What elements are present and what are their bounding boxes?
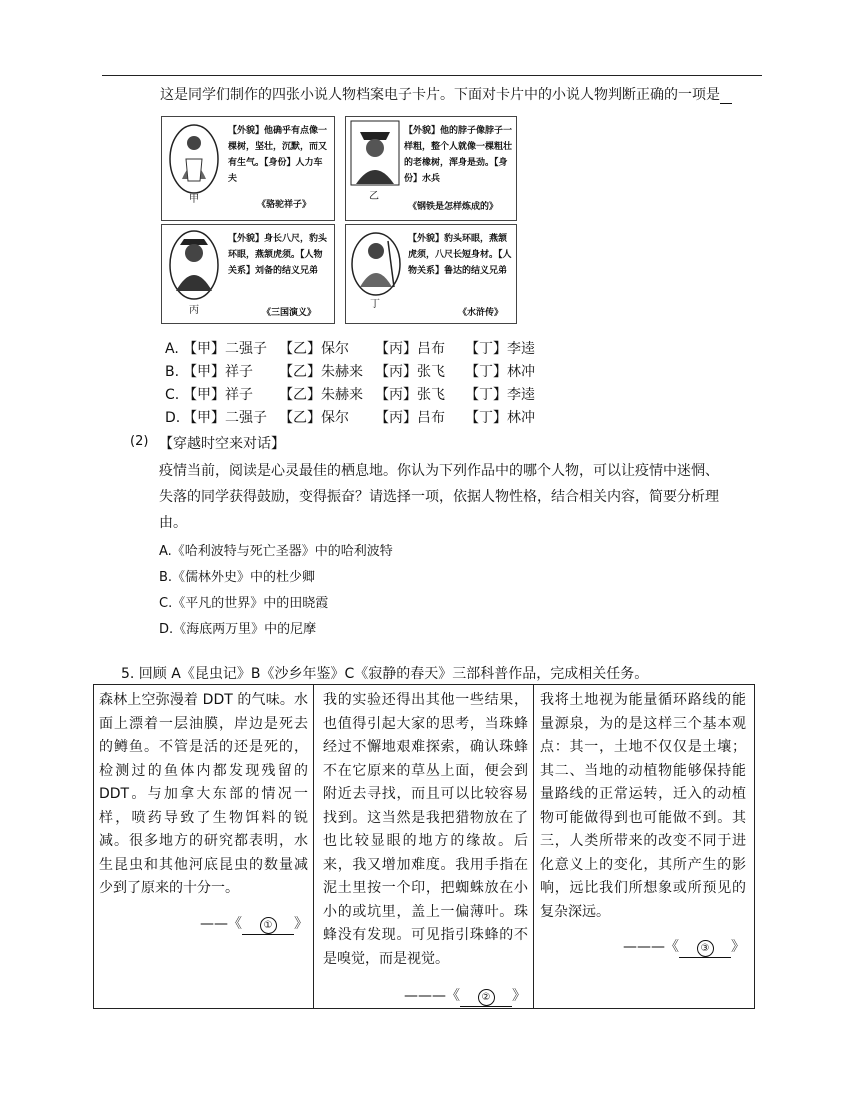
card-book: 《骆驼祥子》 xyxy=(257,200,312,210)
card-label: 丙 xyxy=(189,305,199,316)
option-yi: 【乙】保尔 xyxy=(279,410,349,426)
excerpt-text: 森林上空弥漫着 DDT 的气味。水面上漂着一层油膜，岸边是死去的鳟鱼。不管是活的还是死的，检测过的鱼体内都发现残留的 DDT。与加拿大东部的情况一样，喷药导致了生物饵料的锐减。很多地方的研究都表明，水生昆虫和其他河底昆虫的数量减少到了原来的十分一。 xyxy=(99,692,308,896)
card-jia xyxy=(161,116,335,221)
answer-blank xyxy=(720,89,732,104)
card-text: 【外貌】他确乎有点像一棵树，坚壮，沉默，而又有生气。【身份】人力车夫 xyxy=(228,126,328,184)
question-body-line: 失落的同学获得鼓励，变得振奋？请选择一项，依据人物性格，结合相关内容，简要分析理 xyxy=(159,489,719,505)
option-bing: 【丙】张飞 xyxy=(375,364,445,380)
blank-number: ② xyxy=(478,989,495,1006)
source-end: 》 xyxy=(731,939,745,955)
choice-c: C.《平凡的世界》中的田晓霞 xyxy=(159,596,329,611)
portrait-ding xyxy=(350,231,402,297)
option-ding: 【丁】林冲 xyxy=(465,410,535,426)
portrait-jia xyxy=(168,123,220,195)
excerpt-table xyxy=(93,684,755,1009)
portrait-bing xyxy=(168,229,220,301)
question-body-line: 疫情当前，阅读是心灵最佳的栖息地。你认为下列作品中的哪个人物，可以让疫情中迷惘、 xyxy=(159,463,719,479)
option-yi: 【乙】朱赫来 xyxy=(279,364,363,380)
card-label: 乙 xyxy=(369,191,379,202)
card-text: 【外貌】豹头环眼，燕颔虎须，八尺长短身材。【人物关系】鲁达的结义兄弟 xyxy=(408,234,512,276)
portrait-yi xyxy=(350,120,400,186)
option-yi: 【乙】朱赫来 xyxy=(279,387,363,403)
option-letter: C. xyxy=(165,387,180,403)
source-end: 》 xyxy=(294,916,308,932)
question-5-heading: 5. 回顾 A《昆虫记》B《沙乡年鉴》C《寂静的春天》三部科普作品，完成相关任务。 xyxy=(121,666,649,682)
answer-blank-2[interactable] xyxy=(460,988,512,1007)
option-bing: 【丙】吕布 xyxy=(375,410,445,426)
excerpt-column-2 xyxy=(314,685,534,1008)
option-yi: 【乙】保尔 xyxy=(279,341,349,357)
blank-number: ① xyxy=(260,917,277,934)
option-jia: 【甲】二强子 xyxy=(183,341,267,357)
option-ding: 【丁】李逵 xyxy=(465,387,535,403)
excerpt-column-3 xyxy=(534,685,754,1008)
card-ding xyxy=(345,224,517,324)
option-jia: 【甲】祥子 xyxy=(183,364,253,380)
source-dash: ——《 xyxy=(200,916,242,932)
card-text: 【外貌】他的脖子像脖子一样粗，整个人就像一棵粗壮的老橡树，浑身是劲。【身份】水兵 xyxy=(404,126,513,184)
option-a xyxy=(165,338,535,358)
source-1 xyxy=(200,913,308,935)
source-3 xyxy=(623,936,745,958)
question-intro xyxy=(160,84,732,104)
choice-b: B.《儒林外史》中的杜少卿 xyxy=(159,570,316,585)
excerpt-column-1 xyxy=(94,685,314,1008)
option-letter: A. xyxy=(165,341,179,357)
card-label: 甲 xyxy=(189,194,199,205)
source-dash: ———《 xyxy=(623,939,679,955)
top-rule xyxy=(102,75,762,76)
question-title: 【穿越时空来对话】 xyxy=(159,436,285,452)
intro-text: 这是同学们制作的四张小说人物档案电子卡片。下面对卡片中的小说人物判断正确的一项是 xyxy=(160,87,720,103)
card-book: 《三国演义》 xyxy=(262,308,317,318)
option-letter: D. xyxy=(165,410,181,426)
excerpt-text: 我的实验还得出其他一些结果，也值得引起大家的思考，当珠蜂经过不懈地艰难探索，确认珠蜂不在它原来的草丛上面，便会到附近去寻找，而且可以比较容易找到。这当然是我把猎物放在了也比较显眼的地方的缘故。后来，我又增加难度。我用手指在泥土里按一个印，把蜘蛛放在小小的或坑里，盖上一偏薄叶。珠蜂没有发现。可见指引珠蜂的不是嗅觉，而是视觉。 xyxy=(323,692,528,967)
card-book: 《钢铁是怎样炼成的》 xyxy=(408,202,499,212)
option-d xyxy=(165,407,535,427)
option-c xyxy=(165,384,535,404)
choice-a: A.《哈利波特与死亡圣器》中的哈利波特 xyxy=(159,544,393,559)
option-jia: 【甲】二强子 xyxy=(183,410,267,426)
blank-number: ③ xyxy=(697,940,714,957)
answer-blank-1[interactable] xyxy=(242,916,294,935)
question-body-line: 由。 xyxy=(159,515,187,531)
excerpt-text: 我将土地视为能量循环路线的能量源泉，为的是这样三个基本观点：其一，土地不仅仅是土壤；其二、当地的动植物能够保持能量路线的正常运转，迁入的动植物可能做得到也可能做不到。其三，人类所带来的改变不同于进化意义上的变化，其所产生的影响，远比我们所想象或所预见的复杂深远。 xyxy=(540,692,746,920)
option-jia: 【甲】祥子 xyxy=(183,387,253,403)
option-bing: 【丙】吕布 xyxy=(375,341,445,357)
card-book: 《水浒传》 xyxy=(458,308,504,318)
question-number: (2) xyxy=(130,434,149,449)
card-yi xyxy=(345,116,517,221)
option-ding: 【丁】林冲 xyxy=(465,364,535,380)
card-text: 【外貌】身长八尺，豹头环眼，燕颔虎须。【人物关系】刘备的结义兄弟 xyxy=(228,234,328,276)
option-ding: 【丁】李逵 xyxy=(465,341,535,357)
source-dash: ———《 xyxy=(404,988,460,1004)
card-label: 丁 xyxy=(370,299,380,310)
option-letter: B. xyxy=(165,364,180,380)
option-bing: 【丙】张飞 xyxy=(375,387,445,403)
option-b xyxy=(165,361,535,381)
source-end: 》 xyxy=(512,988,526,1004)
source-2 xyxy=(404,985,526,1007)
answer-blank-3[interactable] xyxy=(679,939,731,958)
card-bing xyxy=(161,224,335,324)
choice-d: D.《海底两万里》中的尼摩 xyxy=(159,622,317,637)
